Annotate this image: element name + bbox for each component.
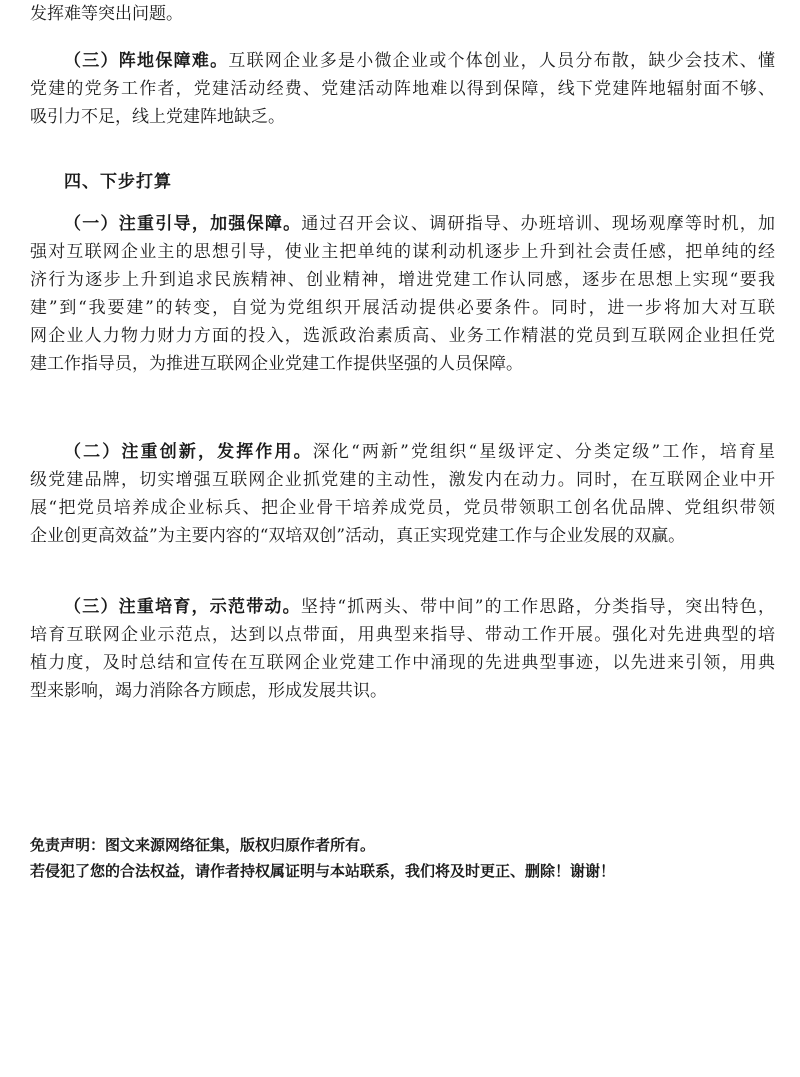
paragraph-line: 党建的党务工作者，党建活动经费、党建活动阵地难以得到保障，线下党建阵地辐射面不够、 xyxy=(30,79,775,99)
paragraph-line: 企业创更高效益”为主要内容的“双培双创”活动，真正实现党建工作与企业发展的双赢。 xyxy=(30,526,686,546)
paragraph-line: 网企业人力物力财力方面的投入，选派政治素质高、业务工作精湛的党员到互联网企业担任党 xyxy=(30,326,775,346)
plan-2-paragraph xyxy=(30,438,775,550)
plan-1-lead: （一）注重引导，加强保障。 xyxy=(64,214,302,234)
plan-1-text: 通过召开会议、调研指导、办班培训、现场观摩等时机，加 xyxy=(301,214,775,234)
plan-2-lead: （二）注重创新，发挥作用。 xyxy=(64,442,313,462)
plan-2-text: 深化“两新”党组织“星级评定、分类定级”工作，培育星 xyxy=(312,442,775,462)
plan-3-paragraph xyxy=(30,593,775,705)
continuation-line: 发挥难等突出问题。 xyxy=(30,4,183,24)
paragraph-line xyxy=(30,210,775,238)
disclaimer-line-1: 免责声明：图文来源网络征集，版权归原作者所有。 xyxy=(30,836,376,854)
paragraph-line: 强对互联网企业主的思想引导，使业主把单纯的谋利动机逐步上升到社会责任感，把单纯的经 xyxy=(30,242,775,262)
paragraph-line: 植力度，及时总结和宣传在互联网企业党建工作中涌现的先进典型事迹，以先进来引领，用典 xyxy=(30,653,775,673)
paragraph-line xyxy=(30,593,775,621)
paragraph-line: 建”到“我要建”的转变，自觉为党组织开展活动提供必要条件。同时，进一步将加大对互联 xyxy=(30,298,775,318)
issue-section-3-paragraph xyxy=(30,47,775,131)
paragraph-line: 建工作指导员，为推进互联网企业党建工作提供坚强的人员保障。 xyxy=(30,354,523,374)
paragraph-line: 型来影响，竭力消除各方顾虑，形成发展共识。 xyxy=(30,681,387,701)
issue-3-lead: （三）阵地保障难。 xyxy=(64,51,229,71)
paragraph-line: 培育互联网企业示范点，达到以点带面，用典型来指导、带动工作开展。强化对先进典型的培 xyxy=(30,625,775,645)
paragraph-line: 吸引力不足，线上党建阵地缺乏。 xyxy=(30,107,285,127)
plan-3-lead: （三）注重培育，示范带动。 xyxy=(64,597,301,617)
section-heading-next-steps: 四、下步打算 xyxy=(64,172,172,192)
plan-1-paragraph xyxy=(30,210,775,378)
issue-3-text: 互联网企业多是小微企业或个体创业，人员分布散，缺少会技术、懂 xyxy=(228,51,775,71)
paragraph-line: 级党建品牌，切实增强互联网企业抓党建的主动性，激发内在动力。同时，在互联网企业中开 xyxy=(30,470,775,490)
disclaimer-line-2: 若侵犯了您的合法权益，请作者持权属证明与本站联系，我们将及时更正、删除！谢谢！ xyxy=(30,862,616,880)
paragraph-line xyxy=(30,47,775,75)
continuation-paragraph xyxy=(30,0,775,28)
plan-3-text: 坚持“抓两头、带中间”的工作思路，分类指导，突出特色， xyxy=(300,597,775,617)
paragraph-line xyxy=(30,438,775,466)
paragraph-line: 展“把党员培养成企业标兵、把企业骨干培养成党员，党员带领职工创名优品牌、党组织带领 xyxy=(30,498,775,518)
paragraph-line: 济行为逐步上升到追求民族精神、创业精神，增进党建工作认同感，逐步在思想上实现“要我 xyxy=(30,270,775,290)
